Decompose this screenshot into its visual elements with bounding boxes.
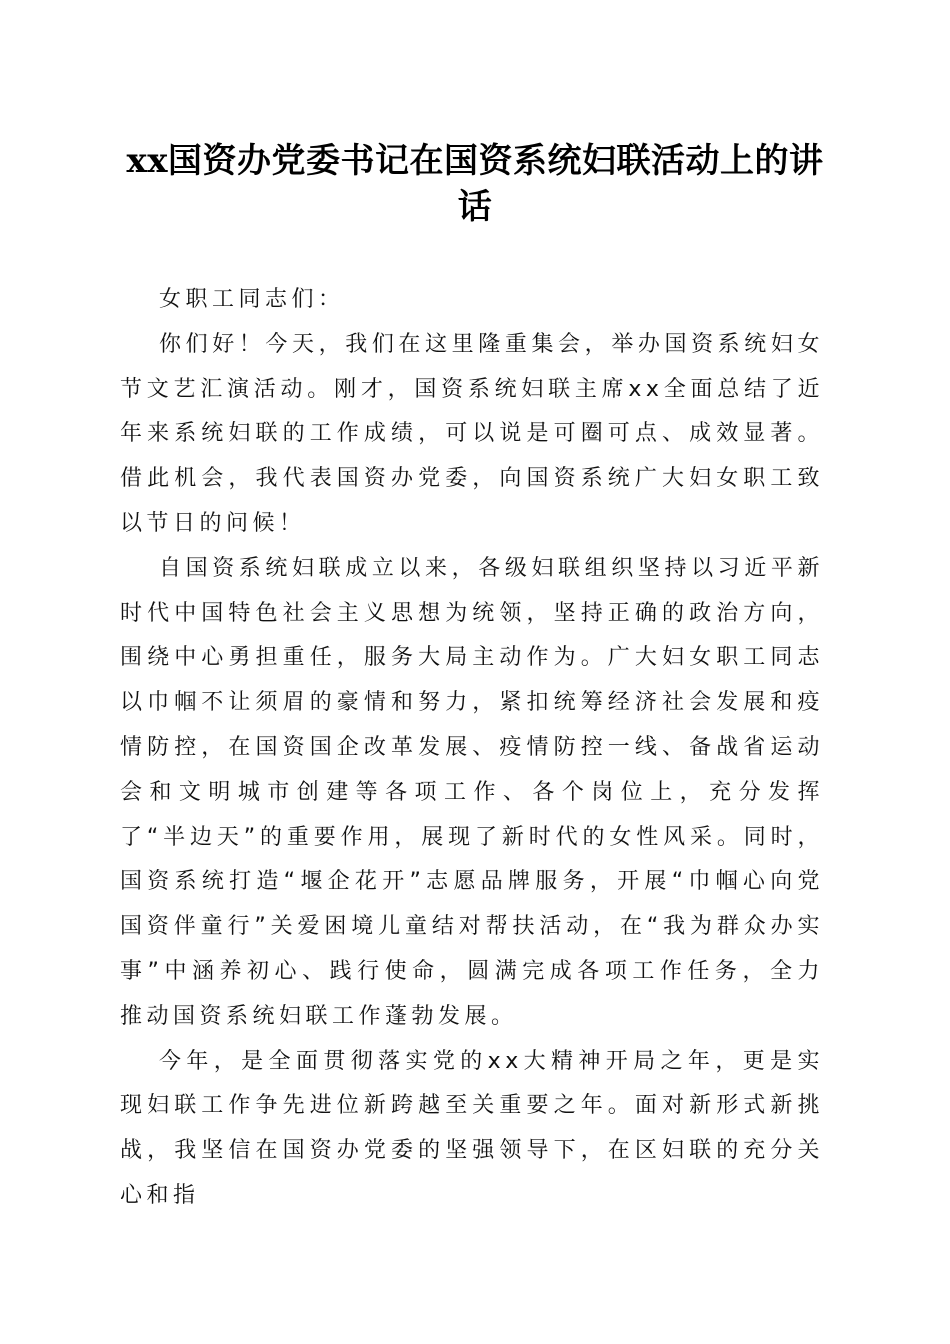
outlook-paragraph: 今年，是全面贯彻落实党的xx大精神开局之年，更是实现妇联工作争先进位新跨越至关重要之年。面对新形式新挑战，我坚信在国资办党委的坚强领导下，在区妇联的充分关心和指 (120, 1048, 824, 1208)
document-body (120, 278, 824, 1219)
greeting-paragraph: 你们好！今天，我们在这里隆重集会，举办国资系统妇女节文艺汇演活动。刚才，国资系统妇联主席xx全面总结了近年来系统妇联的工作成绩，可以说是可圈可点、成效显著。借此机会，我代表国资办党委，向国资系统广大妇女职工致以节日的问候！ (120, 331, 824, 536)
document-title: xx国资办党委书记在国资系统妇联活动上的讲话 (126, 141, 824, 227)
achievements-paragraph: 自国资系统妇联成立以来，各级妇联组织坚持以习近平新时代中国特色社会主义思想为统领，坚持正确的政治方向，围绕中心勇担重任，服务大局主动作为。广大妇女职工同志以巾帼不让须眉的豪情和努力，紧扣统筹经济社会发展和疫情防控，在国资国企改革发展、疫情防控一线、备战省运动会和文明城市创建等各项工作、各个岗位上，充分发挥了“半边天”的重要作用，展现了新时代的女性风采。同时，国资系统打造“堰企花开”志愿品牌服务，开展“巾帼心向党国资伴童行”关爱困境儿童结对帮扶活动，在“我为群众办实事”中涵养初心、践行使命，圆满完成各项工作任务，全力推动国资系统妇联工作蓬勃发展。 (120, 555, 824, 1029)
salutation-paragraph: 女职工同志们： (159, 287, 345, 312)
